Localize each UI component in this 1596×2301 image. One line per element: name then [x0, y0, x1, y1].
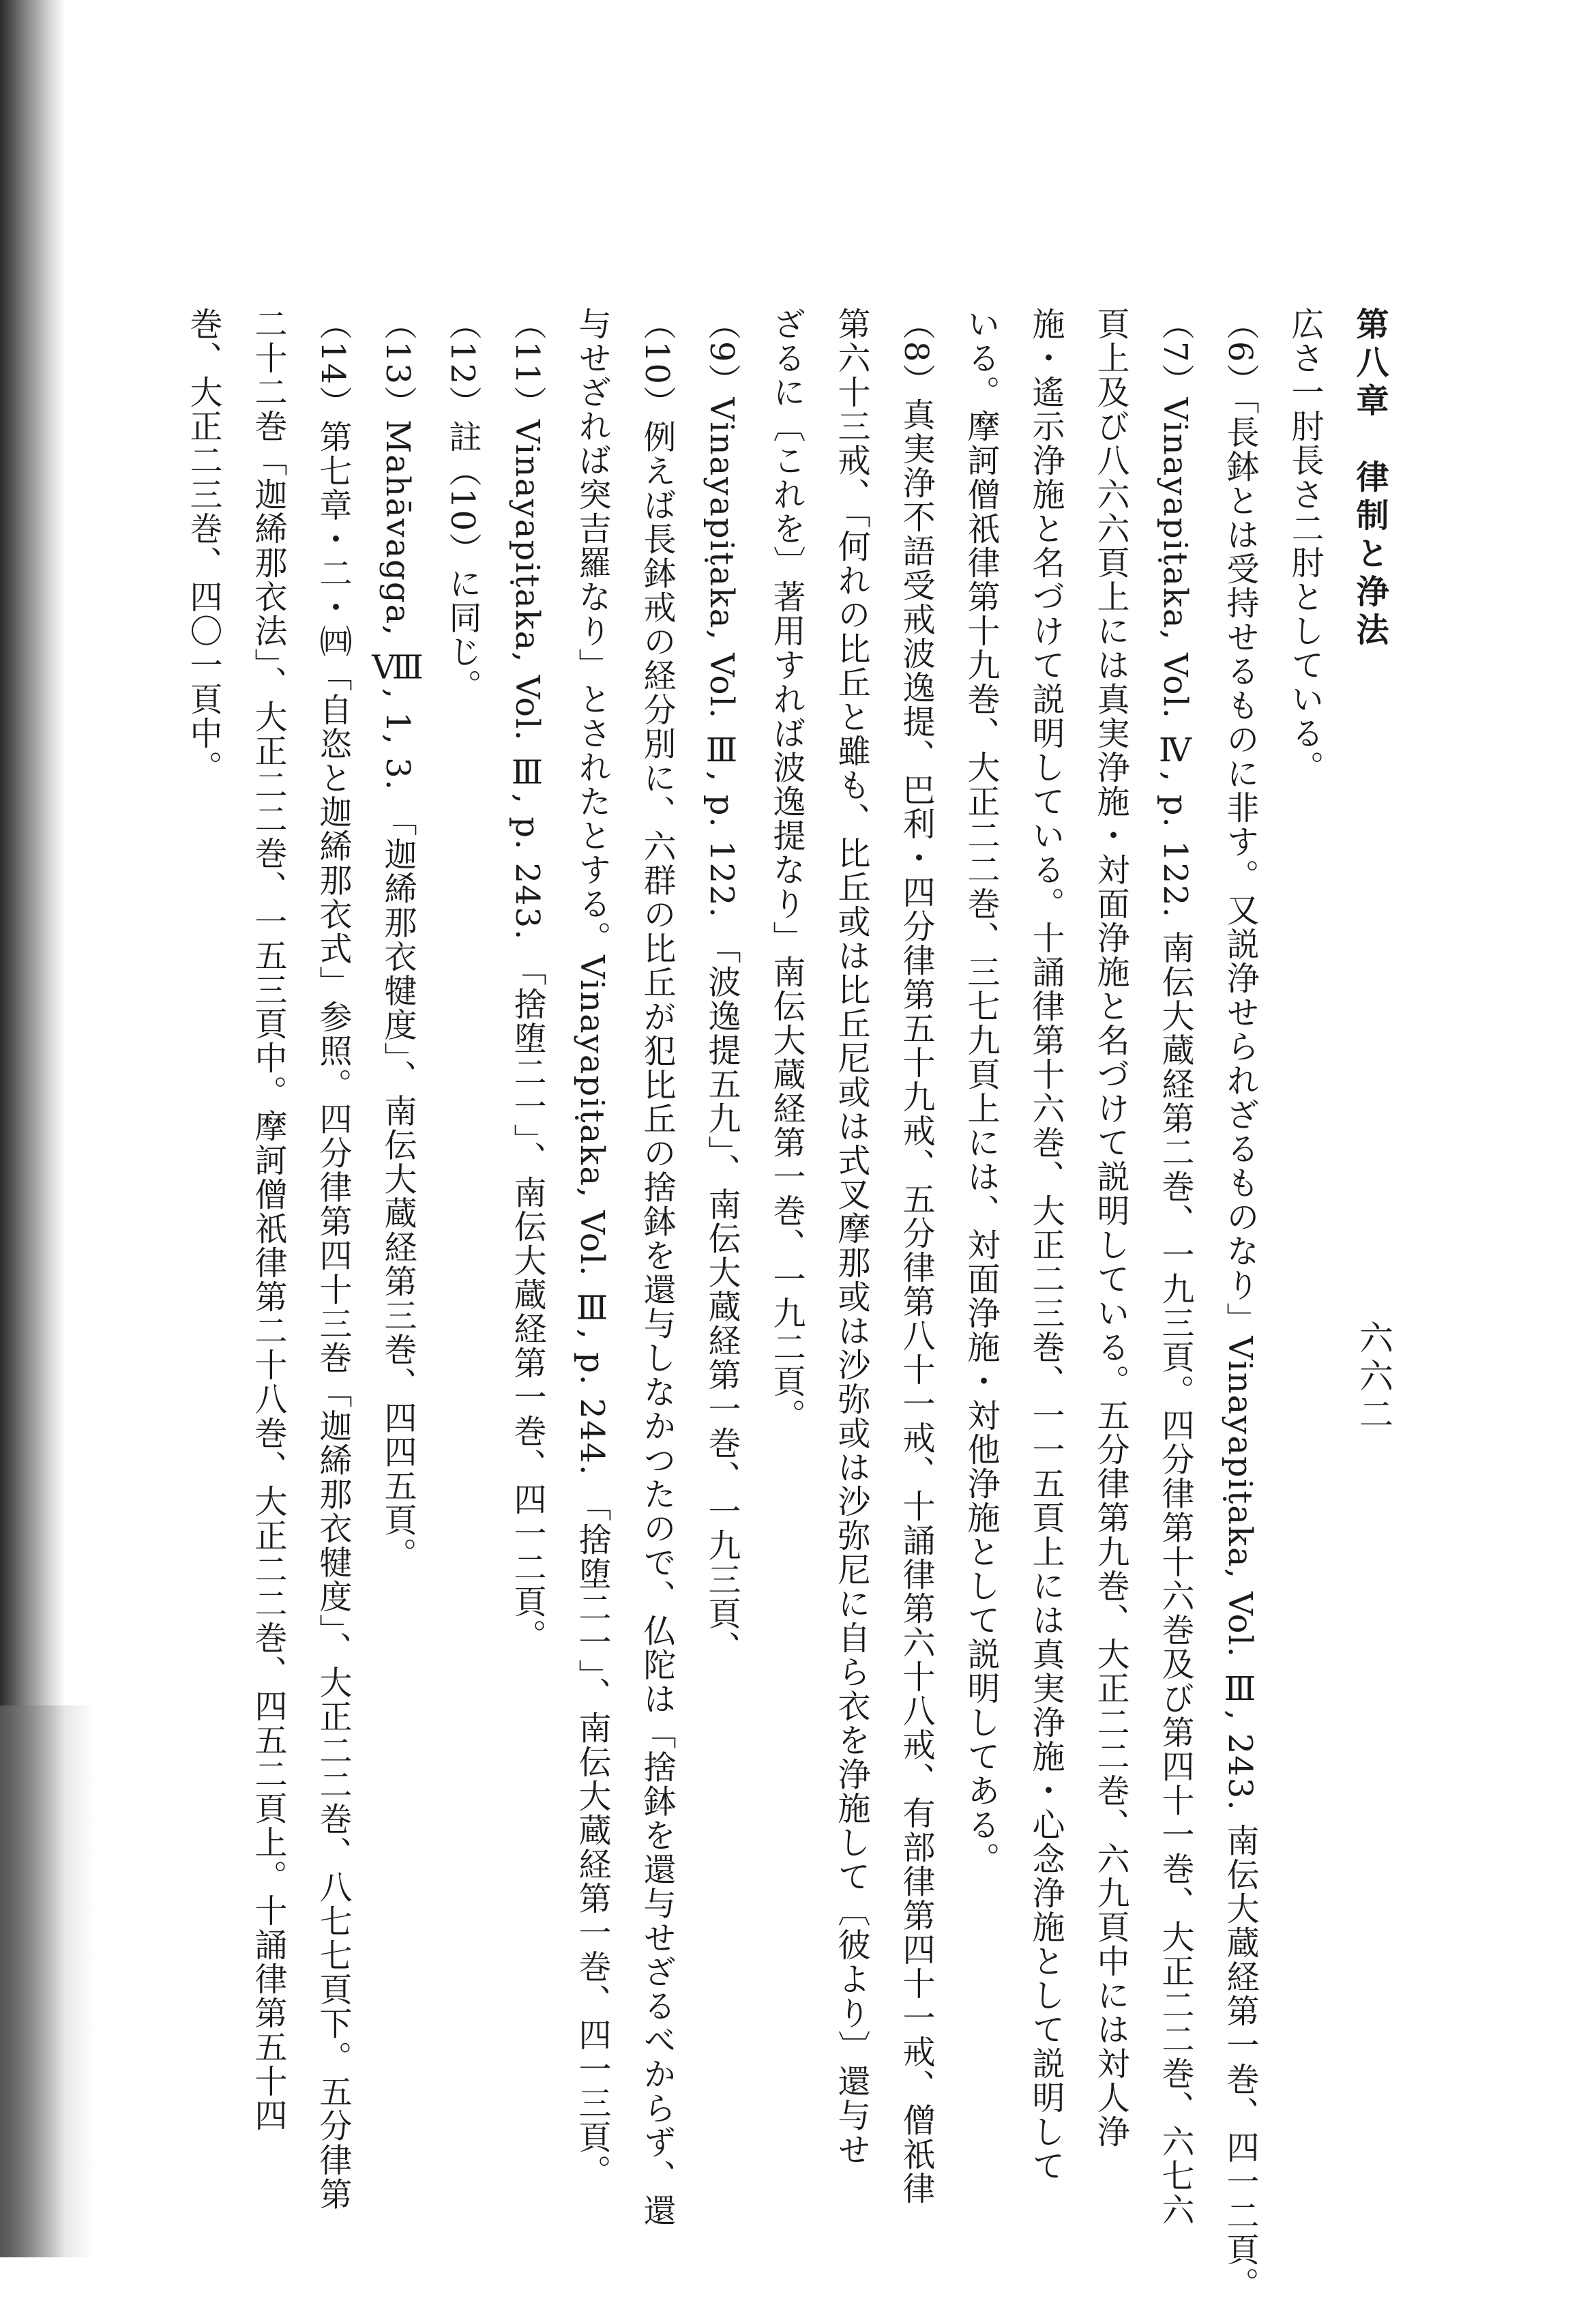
- footnote-line: [235, 307, 300, 2133]
- line-text: 註（10）に同じ。: [443, 420, 482, 703]
- footnote-line: [624, 307, 689, 2228]
- footnote-line: [883, 307, 948, 2205]
- note-marker: （13）: [379, 307, 417, 420]
- line-text: 「長鉢とは受持せるものに非す。又説浄せられざるものなり」Vinayapiṭaka, Vol. Ⅲ, 243. 南伝大蔵経第一巻、四一二頁。: [1221, 397, 1259, 2301]
- footnote-line: [1142, 307, 1207, 2227]
- note-marker: （10）: [638, 307, 676, 420]
- footnote-line: [1207, 307, 1272, 2301]
- note-marker: （7）: [1156, 307, 1194, 398]
- line-text: 広さ一肘長さ二肘としている。: [1286, 307, 1324, 785]
- line-text: いる。摩訶僧祇律第十九巻、大正二二巻、三七九頁上には、対面浄施・対他浄施として説明してある。: [962, 307, 1000, 1876]
- note-marker: （14）: [314, 307, 352, 420]
- note-marker: （11）: [508, 307, 546, 420]
- line-text: 第七章・二・㈣「自恣と迦絺那衣式」参照。四分律第四十三巻「迦絺那衣犍度」、大正二二巻、八七七頁下。五分律第: [314, 420, 352, 2212]
- scan-edge-specks: [0, 1705, 95, 2257]
- footnote-line: [300, 307, 365, 2212]
- line-text: 第六十三戒、「何れの比丘と雖も、比丘或は比丘尼或は式叉摩那或は沙弥或は沙弥尼に自ら衣を浄施して〔彼より〕還与せ: [832, 307, 870, 2167]
- footnote-line: [494, 307, 559, 2053]
- footnote-line: [430, 307, 494, 2053]
- line-text: Vinayapiṭaka, Vol. Ⅳ, p. 122. 南伝大蔵経第二巻、一九三頁。四分律第十六巻及び第四十一巻、大正二二巻、六七六: [1156, 397, 1194, 2227]
- line-text: 与せざれば突吉羅なり」とされたとする。Vinayapiṭaka, Vol. Ⅲ, p. 244. 「捨堕二一」、南伝大蔵経第一巻、四一三頁。: [573, 307, 611, 2188]
- line-text: Mahāvagga, Ⅷ, 1, 3. 「迦絺那衣犍度」、南伝大蔵経第三巻、四四五頁。: [379, 420, 417, 1572]
- body-line: [1272, 307, 1337, 2053]
- line-text: 例えば長鉢戒の経分別に、六群の比丘が犯比丘の捨鉢を還与しなかつたので、仏陀は「捨鉢を還与せざるべからず、還: [638, 420, 676, 2228]
- line-text: Vinayapiṭaka, Vol. Ⅲ, p. 122. 「波逸提五九」、南伝大蔵経第一巻、一九三頁、: [703, 397, 741, 1665]
- footnote-line: [559, 307, 624, 2188]
- line-text: Vinayapiṭaka, Vol. Ⅲ, p. 243. 「捨堕二一」、南伝大蔵経第一巻、四一二頁。: [508, 420, 546, 1653]
- note-marker: （12）: [443, 307, 482, 420]
- footnote-line: [1013, 307, 1078, 2183]
- footnote-line: [365, 307, 430, 2053]
- line-text: 巻、大正二三巻、四〇一頁中。: [184, 307, 222, 785]
- page-body: [171, 307, 1402, 2301]
- line-text: 二十二巻「迦絺那衣法」、大正二二巻、一五三頁中。摩訶僧祇律第二十八巻、大正二二巻、四五二頁上。十誦律第五十四: [249, 307, 287, 2133]
- line-text: 施・遙示浄施と名づけて説明している。十誦律第十六巻、大正二三巻、一一五頁上には真実浄施・心念浄施として説明して: [1026, 307, 1065, 2183]
- footnote-line: [948, 307, 1013, 2053]
- chapter-title: 第八章 律制と浄法: [1350, 307, 1389, 651]
- footnote-line: [1078, 307, 1142, 2149]
- footnote-line: [171, 307, 235, 2053]
- page-number: 六六二: [1354, 1320, 1393, 1435]
- note-marker: （8）: [897, 307, 935, 398]
- footnote-line: [754, 307, 818, 2053]
- line-text: 頁上及び八六六頁上には真実浄施・対面浄施と名づけて説明している。五分律第九巻、大正二二巻、六九頁中には対人浄: [1091, 307, 1129, 2149]
- line-text: ざるに〔これを〕著用すれば波逸提なり」南伝大蔵経第一巻、一九二頁。: [767, 307, 806, 1433]
- note-marker: （6）: [1221, 307, 1259, 398]
- footnote-line: [818, 307, 883, 2167]
- footnote-line: [689, 307, 754, 2053]
- line-text: 真実浄不語受戒波逸提、巴利・四分律第五十九戒、五分律第八十一戒、十誦律第六十八戒、有部律第四十一戒、僧祇律: [897, 397, 935, 2205]
- note-marker: （9）: [703, 307, 741, 398]
